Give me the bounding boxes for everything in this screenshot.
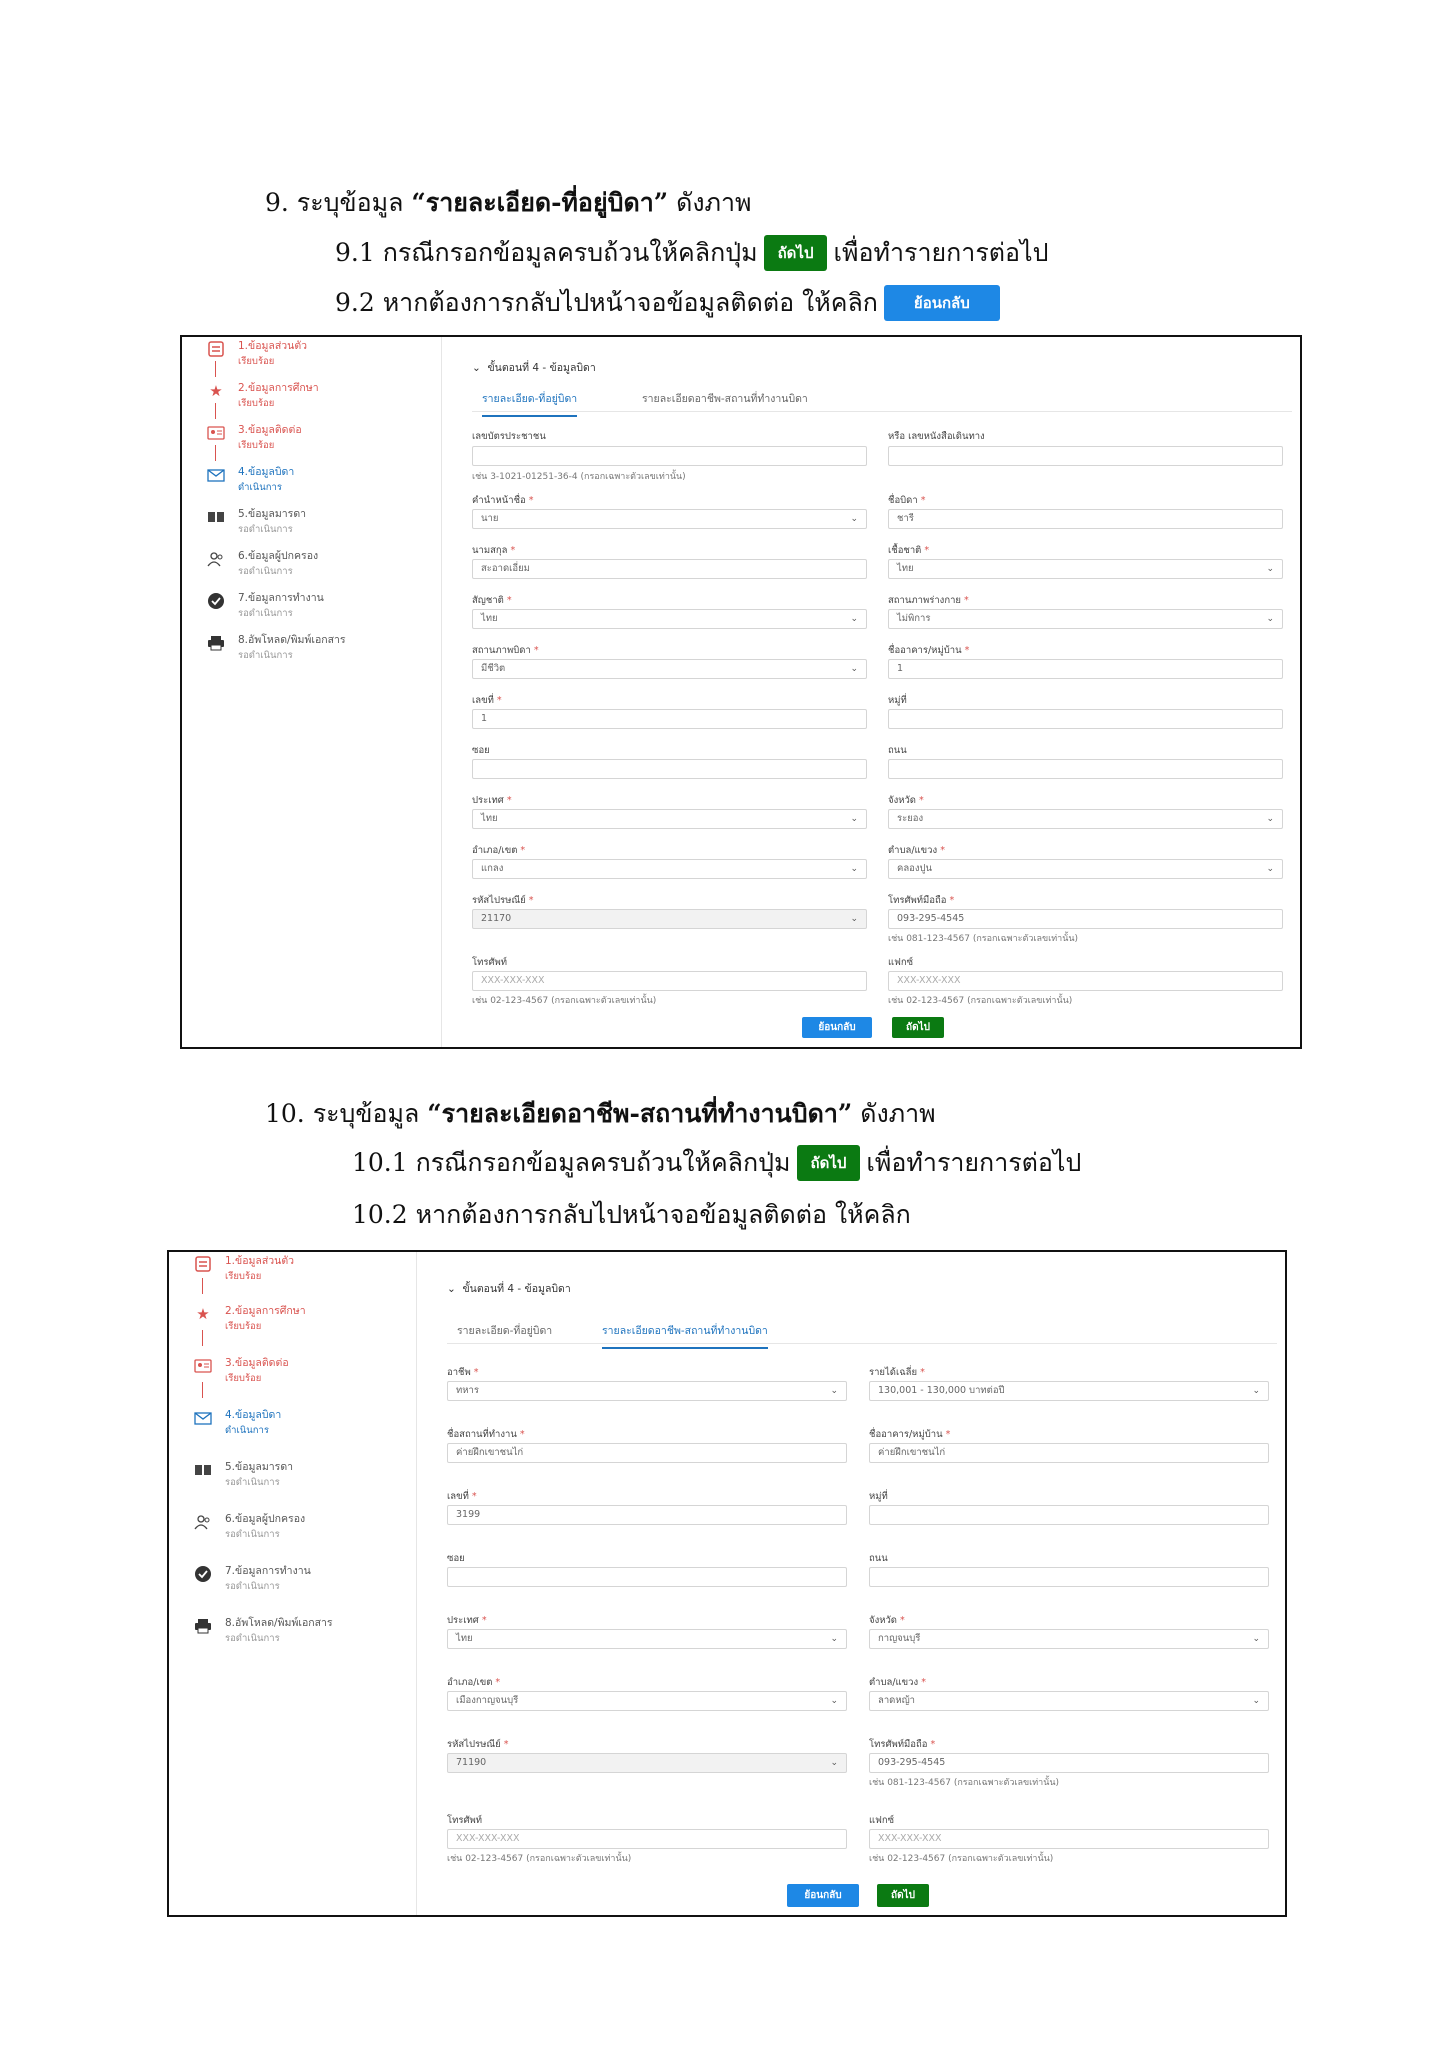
- step-8[interactable]: [193, 1616, 333, 1646]
- subdistrict-label: ตำบล/แขวง *: [869, 1677, 926, 1688]
- main-panel: [442, 337, 1300, 1047]
- step-title: 7.ข้อมูลการทำงาน: [225, 1565, 311, 1577]
- subdistrict-label: ตำบล/แขวง *: [888, 845, 945, 856]
- envelope-icon: [206, 465, 226, 485]
- printer-icon: [193, 1616, 213, 1636]
- district-label: อำเภอ/เขต *: [472, 845, 526, 856]
- step-status: รอดำเนินการ: [225, 1633, 280, 1644]
- fax-label: แฟกซ์: [869, 1815, 895, 1826]
- fax-input[interactable]: XXX-XXX-XXX: [869, 1829, 1269, 1849]
- race-label: เชื้อชาติ *: [888, 545, 930, 556]
- contact-card-icon: [193, 1356, 213, 1376]
- step-title: 1.ข้อมูลส่วนตัว: [225, 1255, 295, 1267]
- no-label: เลขที่ *: [447, 1491, 477, 1502]
- race-select[interactable]: ไทย ⌄: [888, 559, 1283, 579]
- name-input[interactable]: ชารี: [888, 509, 1283, 529]
- section10-line1: 10.1 กรณีกรอกข้อมูลครบถ้วนให้คลิกปุ่ม ถัดไป เพื่อทำรายการต่อไป: [352, 1143, 1081, 1183]
- next-button-illustration: ถัดไป: [797, 1145, 861, 1181]
- fax-hint: เช่น 02-123-4567 (กรอกเฉพาะตัวเลขเท่านั้น): [888, 996, 1073, 1006]
- step-status: รอดำเนินการ: [225, 1529, 280, 1540]
- subdistrict-select[interactable]: คลองปูน ⌄: [888, 859, 1283, 879]
- moo-input[interactable]: [869, 1505, 1269, 1525]
- zip-label: รหัสไปรษณีย์ *: [447, 1739, 509, 1750]
- next-button-illustration: ถัดไป: [764, 235, 828, 271]
- zip-label: รหัสไปรษณีย์ *: [472, 895, 534, 906]
- step-1[interactable]: [193, 1254, 294, 1284]
- step-title: 1.ข้อมูลส่วนตัว: [238, 340, 308, 352]
- step-title: 6.ข้อมูลผู้ปกครอง: [238, 550, 319, 562]
- back-button-illustration: ย้อนกลับ: [884, 285, 1000, 321]
- zip-select[interactable]: 21170 ⌄: [472, 909, 867, 929]
- country-label: ประเทศ *: [447, 1615, 487, 1626]
- province-label: จังหวัด *: [869, 1615, 905, 1626]
- no-input[interactable]: 3199: [447, 1505, 847, 1525]
- check-circle-icon: [206, 591, 226, 611]
- step-title: 5.ข้อมูลมารดา: [238, 508, 307, 520]
- step-6[interactable]: [206, 549, 318, 579]
- check-circle-icon: [193, 1564, 213, 1584]
- tab-work[interactable]: รายละเอียดอาชีพ-สถานที่ทำงานบิดา: [642, 393, 808, 405]
- tab-bar: [447, 1314, 1277, 1344]
- screenshot-address-form: [180, 335, 1302, 1049]
- users-icon: [193, 1512, 213, 1532]
- step-title: 7.ข้อมูลการทำงาน: [238, 592, 324, 604]
- building-label: ชื่ออาคาร/หมู่บ้าน *: [869, 1429, 951, 1440]
- mobile-label: โทรศัพท์มือถือ *: [869, 1739, 936, 1750]
- workplace-input[interactable]: ค่ายฝึกเขาชนไก่: [447, 1443, 847, 1463]
- income-label: รายได้เฉลี่ย *: [869, 1367, 925, 1378]
- next-button[interactable]: ถัดไป: [892, 1017, 944, 1038]
- users-icon: [206, 549, 226, 569]
- road-input[interactable]: [869, 1567, 1269, 1587]
- section10-heading: 10. ระบุข้อมูล “รายละเอียดอาชีพ-สถานที่ทำงานบิดา” ดังภาพ: [265, 1099, 936, 1128]
- list-icon: [206, 339, 226, 359]
- step-3[interactable]: [206, 423, 302, 453]
- step-title: 2.ข้อมูลการศึกษา: [225, 1305, 306, 1317]
- next-button[interactable]: ถัดไป: [877, 1884, 929, 1907]
- nation-label: สัญชาติ *: [472, 595, 512, 606]
- step-status: รอดำเนินการ: [225, 1581, 280, 1592]
- step-status: เรียบร้อย: [238, 440, 275, 451]
- star-icon: ★: [196, 1305, 210, 1323]
- phone-label: โทรศัพท์: [447, 1815, 483, 1826]
- step-3[interactable]: [193, 1356, 289, 1386]
- mobile-hint: เช่น 081-123-4567 (กรอกเฉพาะตัวเลขเท่านั้น): [888, 934, 1079, 944]
- province-label: จังหวัด *: [888, 795, 924, 806]
- step-status: รอดำเนินการ: [238, 566, 293, 577]
- no-label: เลขที่ *: [472, 695, 502, 706]
- steps-sidebar: [182, 337, 442, 1047]
- contact-card-icon: [206, 423, 226, 443]
- step-7[interactable]: [193, 1564, 311, 1594]
- step-status: เรียบร้อย: [225, 1321, 262, 1332]
- step-status: เรียบร้อย: [225, 1373, 262, 1384]
- soi-label: ซอย: [472, 745, 490, 756]
- breadcrumb[interactable]: ⌄ ขั้นตอนที่ 4 - ข้อมูลบิดา: [472, 362, 596, 374]
- step-5[interactable]: [193, 1460, 293, 1490]
- id-input[interactable]: [472, 446, 867, 466]
- step-8[interactable]: [206, 633, 346, 663]
- step-title: 8.อัพโหลด/พิมพ์เอกสาร: [225, 1617, 333, 1629]
- road-label: ถนน: [869, 1553, 888, 1564]
- step-6[interactable]: [193, 1512, 305, 1542]
- subdistrict-select[interactable]: ลาดหญ้า ⌄: [869, 1691, 1269, 1711]
- job-select[interactable]: ทหาร ⌄: [447, 1381, 847, 1401]
- mobile-input[interactable]: 093-295-4545: [888, 909, 1283, 929]
- country-select[interactable]: ไทย ⌄: [447, 1629, 847, 1649]
- district-select[interactable]: แกลง ⌄: [472, 859, 867, 879]
- mobile-label: โทรศัพท์มือถือ *: [888, 895, 955, 906]
- section9-line2: 9.2 หากต้องการกลับไปหน้าจอข้อมูลติดต่อ ให้คลิก ย้อนกลับ: [335, 283, 1006, 323]
- step-4[interactable]: [206, 465, 294, 495]
- step-title: 8.อัพโหลด/พิมพ์เอกสาร: [238, 634, 346, 646]
- book-icon: [193, 1460, 213, 1480]
- life-select[interactable]: มีชีวิต ⌄: [472, 659, 867, 679]
- step-4[interactable]: [193, 1408, 281, 1438]
- zip-select[interactable]: 71190 ⌄: [447, 1753, 847, 1773]
- list-icon: [193, 1254, 213, 1274]
- body-select[interactable]: ไม่พิการ ⌄: [888, 609, 1283, 629]
- step-title: 4.ข้อมูลบิดา: [238, 466, 295, 478]
- moo-label: หมู่ที่: [869, 1491, 888, 1502]
- book-icon: [206, 507, 226, 527]
- mobile-input[interactable]: 093-295-4545: [869, 1753, 1269, 1773]
- building-label: ชื่ออาคาร/หมู่บ้าน *: [888, 645, 970, 656]
- soi-label: ซอย: [447, 1553, 465, 1564]
- surname-label: นามสกุล *: [472, 545, 516, 556]
- surname-input[interactable]: สะอาดเอี่ยม: [472, 559, 867, 579]
- step-title: 3.ข้อมูลติดต่อ: [238, 424, 302, 436]
- soi-input[interactable]: [447, 1567, 847, 1587]
- phone-label: โทรศัพท์: [472, 957, 508, 968]
- step-status: ดำเนินการ: [238, 482, 282, 493]
- step-status: รอดำเนินการ: [238, 608, 293, 619]
- section9-line1: 9.1 กรณีกรอกข้อมูลครบถ้วนให้คลิกปุ่ม ถัดไป เพื่อทำรายการต่อไป: [335, 233, 1048, 273]
- name-label: ชื่อบิดา *: [888, 495, 926, 506]
- tab-address[interactable]: รายละเอียด-ที่อยู่บิดา: [482, 390, 577, 417]
- soi-input[interactable]: [472, 759, 867, 779]
- life-label: สถานภาพบิดา *: [472, 645, 539, 656]
- workplace-label: ชื่อสถานที่ทำงาน *: [447, 1429, 525, 1440]
- back-button[interactable]: ย้อนกลับ: [787, 1884, 859, 1907]
- fax-label: แฟกซ์: [888, 957, 914, 968]
- prefix-select[interactable]: นาย ⌄: [472, 509, 867, 529]
- province-select[interactable]: ระยอง ⌄: [888, 809, 1283, 829]
- building-input[interactable]: ค่ายฝึกเขาชนไก่: [869, 1443, 1269, 1463]
- no-input[interactable]: 1: [472, 709, 867, 729]
- step-status: เรียบร้อย: [238, 356, 275, 367]
- phone-input[interactable]: XXX-XXX-XXX: [472, 971, 867, 991]
- building-input[interactable]: 1: [888, 659, 1283, 679]
- star-icon: ★: [209, 382, 223, 400]
- step-7[interactable]: [206, 591, 324, 621]
- mobile-hint: เช่น 081-123-4567 (กรอกเฉพาะตัวเลขเท่านั้น): [869, 1778, 1060, 1788]
- job-label: อาชีพ *: [447, 1367, 479, 1378]
- road-label: ถนน: [888, 745, 907, 756]
- step-status: ดำเนินการ: [225, 1425, 269, 1436]
- breadcrumb[interactable]: ⌄ ขั้นตอนที่ 4 - ข้อมูลบิดา: [447, 1283, 571, 1295]
- step-title: 6.ข้อมูลผู้ปกครอง: [225, 1513, 306, 1525]
- road-input[interactable]: [888, 759, 1283, 779]
- step-status: รอดำเนินการ: [238, 524, 293, 535]
- body-label: สถานภาพร่างกาย *: [888, 595, 969, 606]
- step-status: เรียบร้อย: [238, 398, 275, 409]
- fax-input[interactable]: XXX-XXX-XXX: [888, 971, 1283, 991]
- district-select[interactable]: เมืองกาญจนบุรี ⌄: [447, 1691, 847, 1711]
- step-title: 2.ข้อมูลการศึกษา: [238, 382, 319, 394]
- step-5[interactable]: [206, 507, 306, 537]
- prefix-label: คำนำหน้าชื่อ *: [472, 495, 534, 506]
- passport-input[interactable]: [888, 446, 1283, 466]
- id-hint: เช่น 3-1021-01251-36-4 (กรอกเฉพาะตัวเลขเท่านั้น): [472, 472, 686, 482]
- passport-label: หรือ เลขหนังสือเดินทาง: [888, 431, 985, 442]
- tab-work[interactable]: รายละเอียดอาชีพ-สถานที่ทำงานบิดา: [602, 1322, 768, 1349]
- country-label: ประเทศ *: [472, 795, 512, 806]
- fax-hint: เช่น 02-123-4567 (กรอกเฉพาะตัวเลขเท่านั้น): [869, 1854, 1054, 1864]
- step-status: รอดำเนินการ: [238, 650, 293, 661]
- moo-label: หมู่ที่: [888, 695, 907, 706]
- envelope-icon: [193, 1408, 213, 1428]
- step-title: 5.ข้อมูลมารดา: [225, 1461, 294, 1473]
- steps-sidebar: [169, 1252, 417, 1915]
- step-1[interactable]: [206, 339, 307, 369]
- step-status: รอดำเนินการ: [225, 1477, 280, 1488]
- district-label: อำเภอ/เขต *: [447, 1677, 501, 1688]
- section10-line2: 10.2 หากต้องการกลับไปหน้าจอข้อมูลติดต่อ ให้คลิก: [352, 1200, 911, 1229]
- printer-icon: [206, 633, 226, 653]
- screenshot-work-form: [167, 1250, 1287, 1917]
- step-title: 3.ข้อมูลติดต่อ: [225, 1357, 289, 1369]
- phone-hint: เช่น 02-123-4567 (กรอกเฉพาะตัวเลขเท่านั้น): [472, 996, 657, 1006]
- phone-hint: เช่น 02-123-4567 (กรอกเฉพาะตัวเลขเท่านั้น): [447, 1854, 632, 1864]
- step-status: เรียบร้อย: [225, 1271, 262, 1282]
- id-label: เลขบัตรประชาชน: [472, 431, 546, 442]
- province-select[interactable]: กาญจนบุรี ⌄: [869, 1629, 1269, 1649]
- tab-bar: [472, 382, 1292, 412]
- back-button[interactable]: ย้อนกลับ: [802, 1017, 872, 1038]
- moo-input[interactable]: [888, 709, 1283, 729]
- main-panel: [417, 1252, 1285, 1915]
- section9-heading: 9. ระบุข้อมูล “รายละเอียด-ที่อยู่บิดา” ดังภาพ: [265, 188, 752, 217]
- step-2[interactable]: [193, 1304, 306, 1334]
- step-title: 4.ข้อมูลบิดา: [225, 1409, 282, 1421]
- step-2[interactable]: [206, 381, 319, 411]
- nation-select[interactable]: ไทย ⌄: [472, 609, 867, 629]
- tab-address[interactable]: รายละเอียด-ที่อยู่บิดา: [457, 1325, 553, 1337]
- income-select[interactable]: 130,001 - 130,000 บาทต่อปี ⌄: [869, 1381, 1269, 1401]
- phone-input[interactable]: XXX-XXX-XXX: [447, 1829, 847, 1849]
- country-select[interactable]: ไทย ⌄: [472, 809, 867, 829]
